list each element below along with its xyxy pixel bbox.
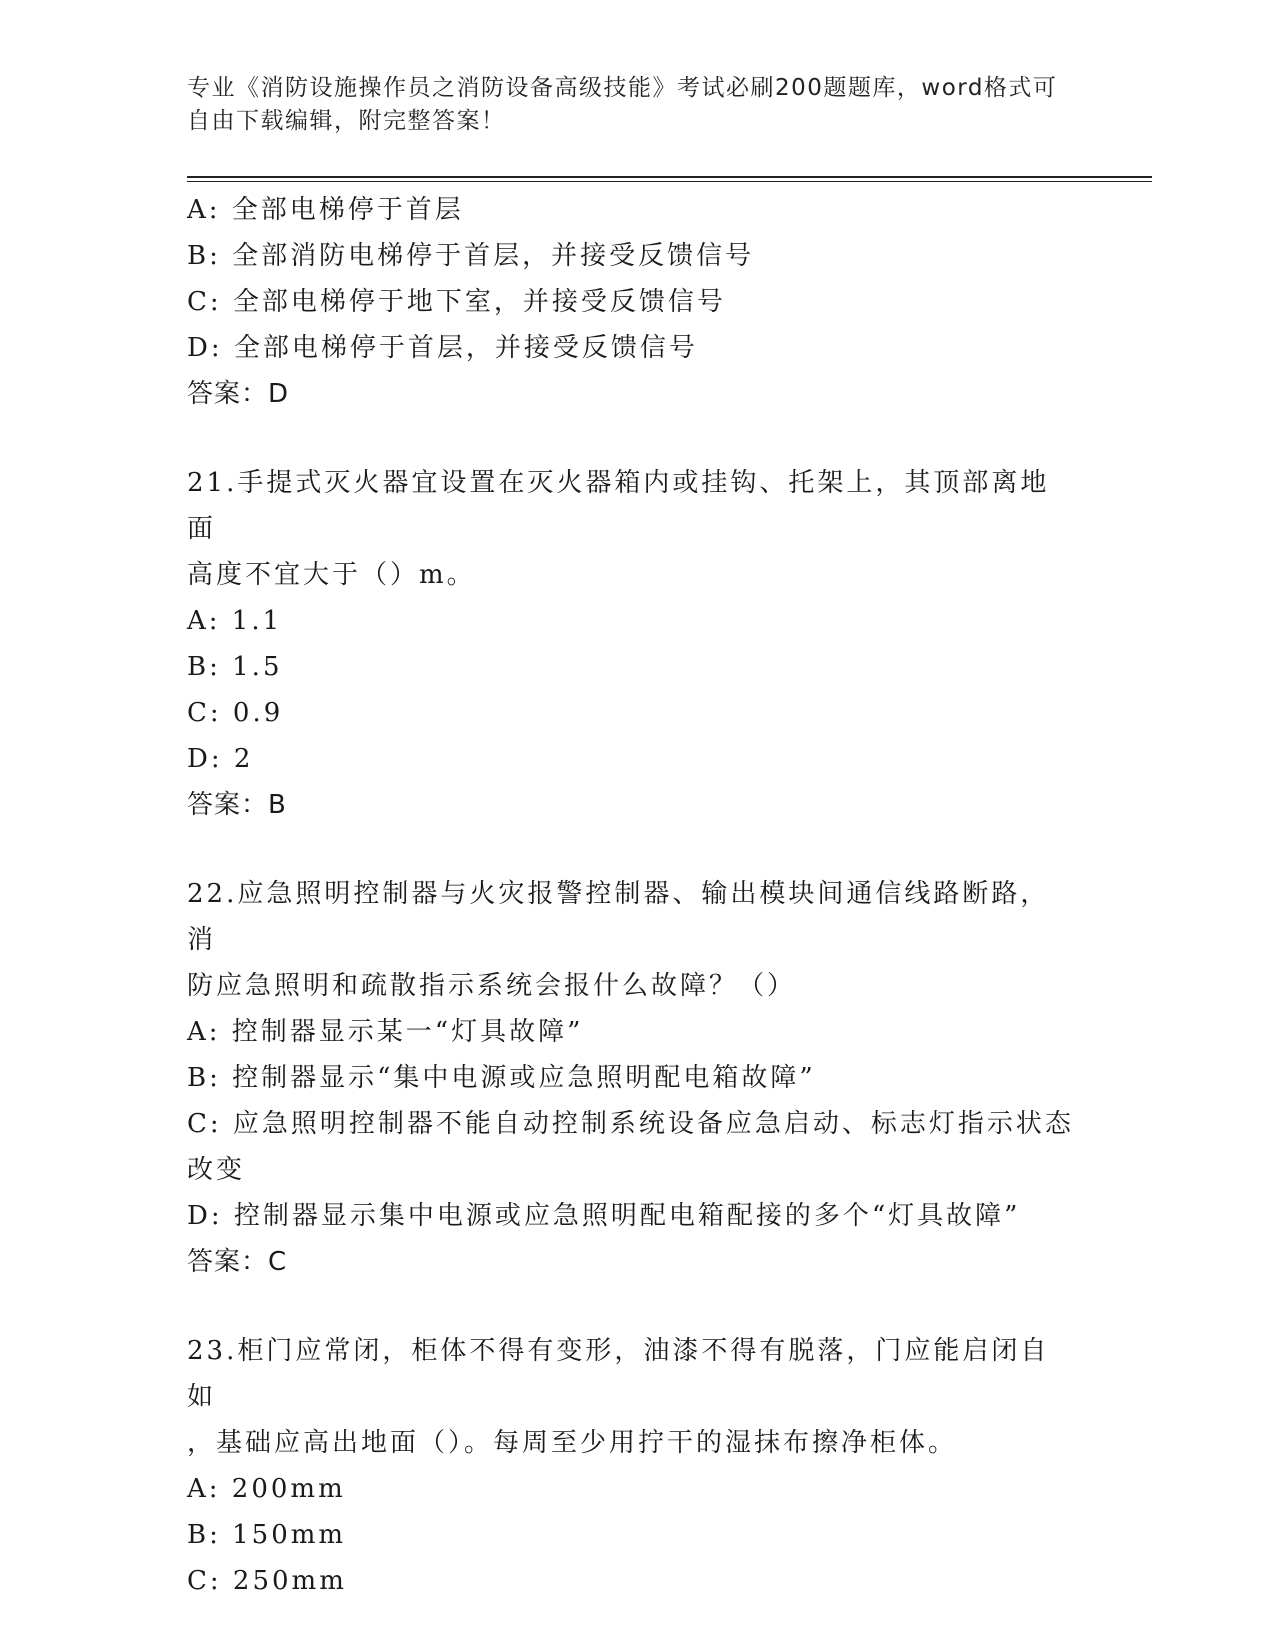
option-a: A: 200mm — [187, 1474, 346, 1504]
header-line-1: 专业《消防设施操作员之消防设备高级技能》考试必刷200题题库，word格式可 — [187, 75, 1058, 101]
option-a: A: 全部电梯停于首层 — [187, 195, 464, 225]
question-20-tail — [187, 187, 1077, 417]
option-b: B: 控制器显示“集中电源或应急照明配电箱故障” — [187, 1063, 816, 1093]
question-21 — [187, 460, 1077, 828]
question-stem-line-2: 高度不宜大于（）m。 — [187, 560, 476, 590]
answer-line: 答案：D — [187, 379, 290, 409]
header-line-2: 自由下载编辑，附完整答案！ — [187, 108, 506, 134]
question-stem-line-1: 23.柜门应常闭，柜体不得有变形，油漆不得有脱落，门应能启闭自如 — [187, 1336, 1050, 1412]
question-stem-line-1: 21.手提式灭火器宜设置在灭火器箱内或挂钩、托架上，其顶部离地面 — [187, 468, 1050, 544]
question-stem-line-1: 22.应急照明控制器与火灾报警控制器、输出模块间通信线路断路，消 — [187, 879, 1050, 955]
header-rule-thick — [187, 176, 1152, 178]
document-content — [187, 187, 1077, 1604]
document-header — [187, 72, 1067, 138]
spacer — [187, 1285, 1077, 1328]
spacer — [187, 417, 1077, 460]
option-d: D: 控制器显示集中电源或应急照明配电箱配接的多个“灯具故障” — [187, 1201, 1021, 1231]
answer-line: 答案：B — [187, 790, 287, 820]
option-b: B: 150mm — [187, 1520, 347, 1550]
answer-line: 答案：C — [187, 1247, 288, 1277]
option-c: C: 全部电梯停于地下室，并接受反馈信号 — [187, 287, 726, 317]
question-stem-line-2: ，基础应高出地面（）。每周至少用拧干的湿抹布擦净柜体。 — [187, 1428, 958, 1458]
question-stem-line-2: 防应急照明和疏散指示系统会报什么故障？（） — [187, 971, 797, 1001]
option-d: D: 2 — [187, 744, 254, 774]
option-c: C: 0.9 — [187, 698, 284, 728]
option-c-line-1: C: 应急照明控制器不能自动控制系统设备应急启动、标志灯指示状态 — [187, 1109, 1074, 1139]
option-b: B: 1.5 — [187, 652, 283, 682]
header-rule-thin — [187, 181, 1152, 182]
question-22 — [187, 871, 1077, 1285]
option-c-line-2: 改变 — [187, 1155, 246, 1185]
option-a: A: 1.1 — [187, 606, 283, 636]
question-23 — [187, 1328, 1077, 1604]
option-a: A: 控制器显示某一“灯具故障” — [187, 1017, 584, 1047]
spacer — [187, 828, 1077, 871]
option-d: D: 全部电梯停于首层，并接受反馈信号 — [187, 333, 698, 363]
option-b: B: 全部消防电梯停于首层，并接受反馈信号 — [187, 241, 755, 271]
option-c: C: 250mm — [187, 1566, 347, 1596]
